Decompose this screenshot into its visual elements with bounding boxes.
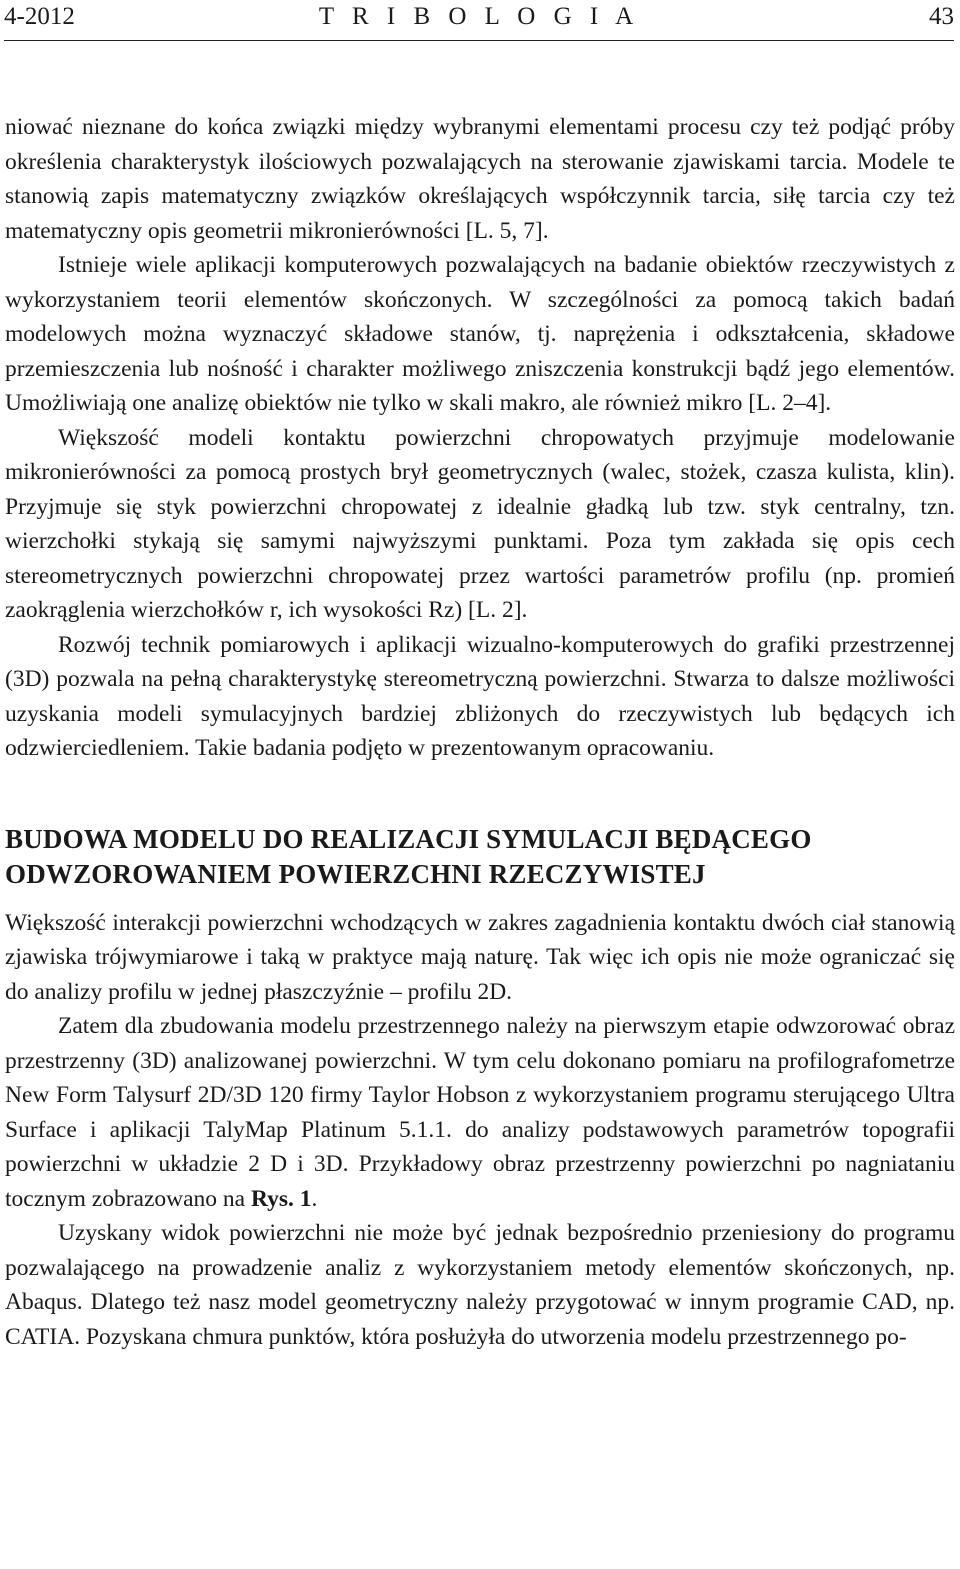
article-body xyxy=(5,110,955,1354)
paragraph-3d-interactions: Większość interakcji powierzchni wchodzących w zakres zagadnienia kontaktu dwóch ciał stanowią zjawiska trójwymiarowe i taką w praktyce mają naturę. Tak więc ich opis nie może ograniczać się do analizy profilu w jednej płaszczyźnie – profilu 2D. xyxy=(5,909,955,1005)
paragraph-cad-model: Uzyskany widok powierzchni nie może być jednak bezpośrednio przeniesiony do programu pozwalającego na prowadzenie analiz z wykorzystaniem metody elementów skończonych, np. Abaqus. Dlatego też nasz model geometryczny należy przygotować w innym programie CAD, np. CATIA. Pozyskana chmura punktów, która posłużyła do utworzenia modelu przestrzennego po- xyxy=(5,1220,955,1350)
paragraph-measurement-method xyxy=(5,1009,955,1216)
page-number: 43 xyxy=(929,3,954,30)
issue-number: 4-2012 xyxy=(4,3,75,30)
paragraph-measurement-end: . xyxy=(311,1185,318,1212)
paragraph-intro-continuation: niować nieznane do końca związki między wybranymi elementami procesu czy też podjąć próby określenia charakterystyk ilościowych pozwalających na sterowanie zjawiskami tarcia. Modele te stanowią zapis matematyczny związków określających współczynnik tarcia, siłę tarcia czy też matematyczny opis geometrii mikronierówności [L. 5, 7]. xyxy=(5,114,955,244)
section-heading-line-2: ODWZOROWANIEM POWIERZCHNI RZECZYWISTEJ xyxy=(5,858,706,889)
section-heading-line-1: BUDOWA MODELU DO REALIZACJI SYMULACJI BĘDĄCEGO xyxy=(5,823,812,854)
paragraph-fem-applications: Istnieje wiele aplikacji komputerowych pozwalających na badanie obiektów rzeczywistych z wykorzystaniem teorii elementów skończonych. W szczególności za pomocą takich badań modelowych można wyznaczyć składowe stanów, tj. naprężenia i odkształcenia, składowe przemieszczenia lub nośność i charakter możliwego zniszczenia konstrukcji bądź jego elementów. Umożliwiają one analizę obiektów nie tylko w skali makro, ale również mikro [L. 2–4]. xyxy=(5,252,955,416)
paragraph-contact-models: Większość modeli kontaktu powierzchni chropowatych przyjmuje modelowanie mikronierówności za pomocą prostych brył geometrycznych (walec, stożek, czasza kulista, klin). Przyjmuje się styk powierzchni chropowatej z idealnie gładką lub tzw. styk centralny, tzn. wierzchołki stykają się samymi najwyższymi punktami. Poza tym zakłada się opis cech stereometrycznych powierzchni chropowatej przez wartości parametrów profilu (np. promień zaokrąglenia wierzchołków r, ich wysokości Rz) [L. 2]. xyxy=(5,424,955,623)
section-heading xyxy=(5,822,955,892)
paragraph-measurement-text: Zatem dla zbudowania modelu przestrzennego należy na pierwszym etapie odwzorować obraz przestrzenny (3D) analizowanej powierzchni. W tym celu dokonano pomiaru na profilografometrze New Form Talysurf 2D/3D 120 firmy Taylor Hobson z wykorzystaniem programu sterującego Ultra Surface i aplikacji TalyMap Platinum 5.1.1. do analizy podstawowych parametrów topografii powierzchni w układzie 2 D i 3D. Przykładowy obraz przestrzenny powierzchni po nagniataniu tocznym zobrazowano na xyxy=(5,1013,955,1212)
figure-reference: Rys. 1 xyxy=(251,1185,312,1212)
page-header xyxy=(4,0,954,41)
journal-title: T R I B O L O G I A xyxy=(318,3,640,30)
paragraph-measurement-techniques: Rozwój technik pomiarowych i aplikacji wizualno-komputerowych do grafiki przestrzennej (3D) pozwala na pełną charakterystykę stereometryczną powierzchni. Stwarza to dalsze możliwości uzyskania modeli symulacyjnych bardziej zbliżonych do rzeczywistych lub będących ich odzwierciedleniem. Takie badania podjęto w prezentowanym opracowaniu. xyxy=(5,631,955,761)
